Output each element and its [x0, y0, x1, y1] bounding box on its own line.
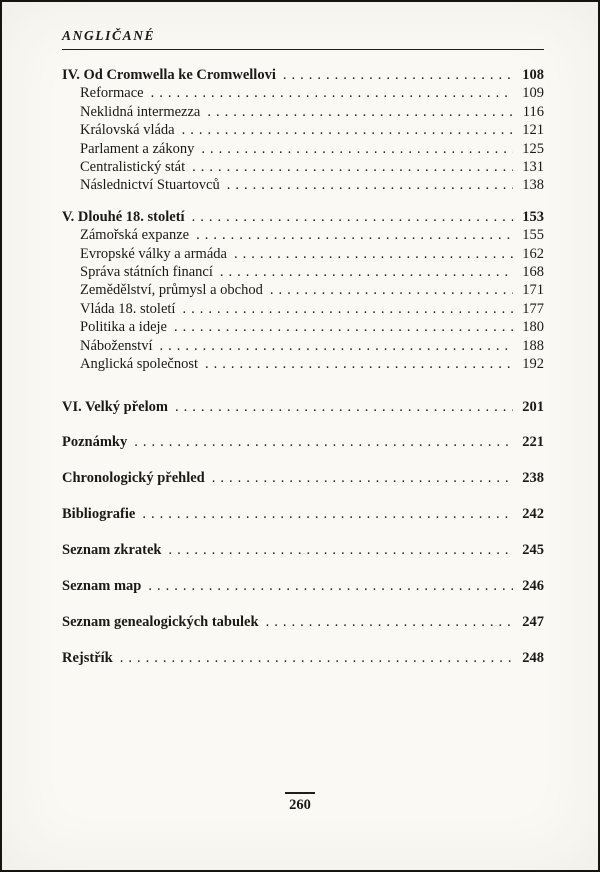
dot-leader	[227, 176, 513, 194]
toc-back-matter-block	[62, 577, 544, 595]
toc-entry-label: Následnictví Stuartovců	[80, 177, 220, 194]
folio-page-number: 260	[289, 797, 311, 813]
toc-back-matter-block	[62, 505, 544, 523]
dot-leader	[182, 121, 513, 139]
toc-row	[62, 263, 544, 281]
toc-back-matter-block	[62, 469, 544, 487]
toc-entry-page-number: 221	[522, 434, 544, 451]
dot-leader	[283, 66, 513, 84]
toc-entry-page-number: 108	[522, 67, 544, 83]
toc-back-matter-block	[62, 613, 544, 631]
toc-row	[62, 613, 544, 631]
toc-entry-page-number: 245	[522, 542, 544, 559]
toc-entry-page-number: 177	[522, 300, 544, 317]
toc-row	[62, 398, 544, 416]
toc-entry-label: Anglická společnost	[80, 356, 198, 373]
toc-entry-label: Náboženství	[80, 337, 153, 354]
dot-leader	[159, 337, 513, 355]
toc-entry-page-number: 116	[522, 103, 544, 120]
toc-row	[62, 103, 544, 121]
page-footer	[2, 792, 598, 814]
dot-leader	[168, 541, 513, 559]
toc-row	[62, 226, 544, 244]
dot-leader	[205, 355, 513, 373]
toc-entry-label: Reformace	[80, 85, 144, 102]
dot-leader	[174, 318, 513, 336]
toc-entry-page-number: 121	[522, 122, 544, 139]
toc-row	[62, 66, 544, 84]
toc-row	[62, 121, 544, 139]
dot-leader	[134, 433, 513, 451]
toc-entry-label: Evropské války a armáda	[80, 245, 227, 262]
toc-chapter-block	[62, 398, 544, 416]
toc-row	[62, 541, 544, 559]
dot-leader	[270, 281, 513, 299]
toc-row	[62, 300, 544, 318]
toc-back-matter-block	[62, 649, 544, 667]
toc-entry-page-number: 242	[522, 506, 544, 523]
dot-leader	[220, 263, 513, 281]
toc-row	[62, 433, 544, 451]
dot-leader	[151, 84, 513, 102]
toc-entry-label: Poznámky	[62, 434, 128, 451]
toc-entry-page-number: 125	[522, 140, 544, 157]
toc-row	[62, 208, 544, 226]
dot-leader	[266, 613, 513, 631]
toc-entry-label: Královská vláda	[80, 122, 175, 139]
toc-entry-label: Rejstřík	[62, 649, 113, 666]
dot-leader	[192, 208, 513, 226]
page-header	[62, 28, 544, 50]
toc-list	[62, 66, 544, 667]
toc-entry-label: Neklidná intermezza	[80, 103, 201, 120]
dot-leader	[207, 103, 513, 121]
toc-entry-label: Politika a ideje	[80, 319, 167, 336]
toc-chapter-block	[62, 208, 544, 374]
dot-leader	[120, 649, 513, 667]
toc-entry-label: Seznam zkratek	[62, 542, 162, 559]
toc-entry-page-number: 188	[522, 337, 544, 354]
footer-rule	[285, 792, 315, 794]
toc-entry-label: IV. Od Cromwella ke Cromwellovi	[62, 67, 276, 83]
dot-leader	[201, 140, 513, 158]
toc-entry-label: Zámořská expanze	[80, 227, 190, 244]
toc-entry-page-number: 109	[522, 85, 544, 102]
toc-entry-page-number: 247	[522, 613, 544, 630]
toc-entry-label: Centralistický stát	[80, 159, 186, 176]
toc-entry-page-number: 155	[522, 227, 544, 244]
toc-row	[62, 245, 544, 263]
toc-row	[62, 505, 544, 523]
toc-back-matter-block	[62, 433, 544, 451]
toc-row	[62, 158, 544, 176]
toc-entry-page-number: 171	[522, 282, 544, 299]
dot-leader	[234, 245, 513, 263]
toc-entry-page-number: 168	[522, 264, 544, 281]
dot-leader	[142, 505, 513, 523]
dot-leader	[182, 300, 513, 318]
toc-entry-page-number: 131	[522, 159, 544, 176]
toc-entry-label: Chronologický přehled	[62, 470, 205, 487]
toc-entry-label: Seznam genealogických tabulek	[62, 613, 259, 630]
dot-leader	[192, 158, 513, 176]
toc-row	[62, 281, 544, 299]
toc-entry-label: Bibliografie	[62, 506, 136, 523]
toc-entry-label: Vláda 18. století	[80, 300, 176, 317]
toc-row	[62, 318, 544, 336]
dot-leader	[175, 398, 513, 416]
toc-entry-label: Správa státních financí	[80, 264, 213, 281]
dot-leader	[212, 469, 513, 487]
toc-entry-page-number: 180	[522, 319, 544, 336]
toc-chapter-block	[62, 66, 544, 195]
toc-entry-label: Zemědělství, průmysl a obchod	[80, 282, 263, 299]
toc-row	[62, 176, 544, 194]
toc-entry-page-number: 238	[522, 470, 544, 487]
toc-row	[62, 469, 544, 487]
toc-entry-label: V. Dlouhé 18. století	[62, 208, 185, 225]
toc-entry-label: VI. Velký přelom	[62, 398, 168, 415]
toc-entry-page-number: 248	[522, 649, 544, 666]
toc-entry-page-number: 192	[522, 356, 544, 373]
toc-entry-page-number: 201	[522, 398, 544, 415]
toc-entry-label: Parlament a zákony	[80, 140, 195, 157]
header-rule	[62, 49, 544, 50]
running-head-title: ANGLIČANÉ	[62, 28, 156, 43]
dot-leader	[196, 226, 513, 244]
toc-row	[62, 84, 544, 102]
toc-row	[62, 649, 544, 667]
toc-entry-page-number: 162	[522, 245, 544, 262]
toc-entry-page-number: 153	[522, 208, 544, 225]
toc-entry-page-number: 246	[522, 578, 544, 595]
dot-leader	[148, 577, 513, 595]
toc-row	[62, 337, 544, 355]
toc-entry-page-number: 138	[522, 177, 544, 194]
toc-row	[62, 355, 544, 373]
toc-row	[62, 577, 544, 595]
toc-row	[62, 140, 544, 158]
toc-entry-label: Seznam map	[62, 578, 142, 595]
toc-back-matter-block	[62, 541, 544, 559]
